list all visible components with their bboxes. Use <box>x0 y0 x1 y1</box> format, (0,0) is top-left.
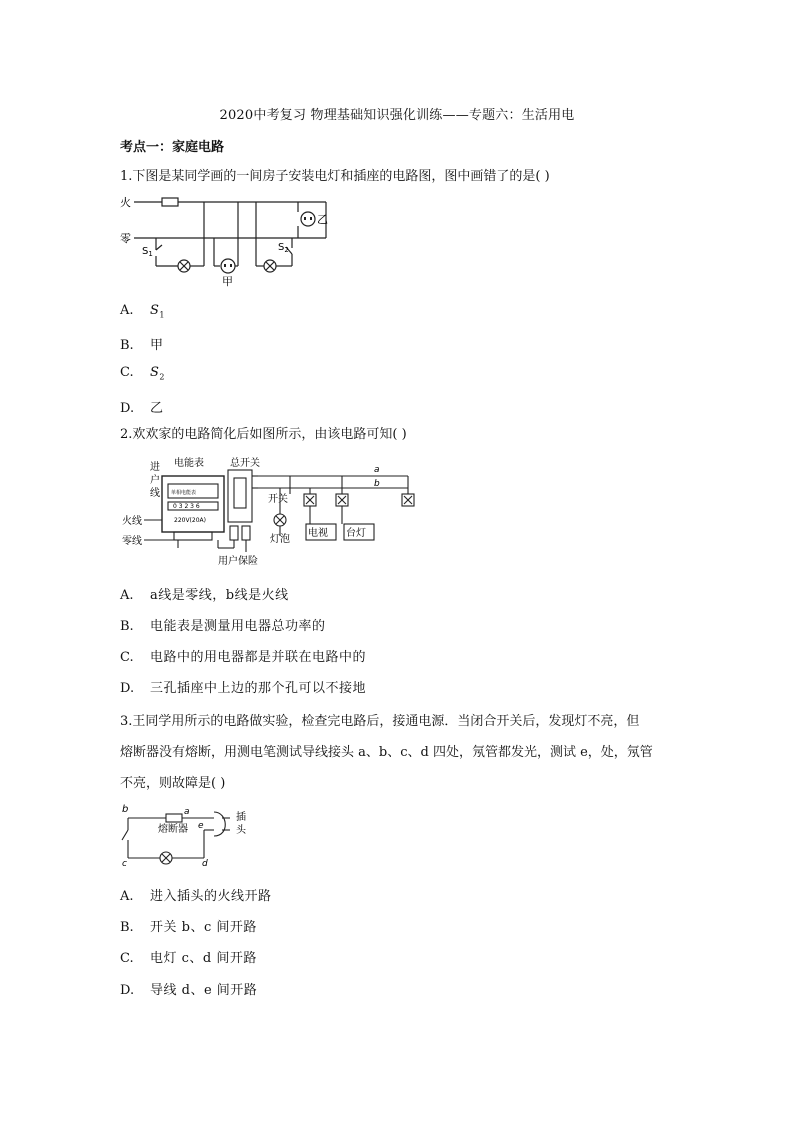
node-c-label: c <box>122 859 127 869</box>
jia-label: 甲 <box>222 275 233 287</box>
node-a-label: a <box>184 807 190 817</box>
question-3-circuit-figure <box>118 800 278 870</box>
line-b-label: b <box>374 479 380 489</box>
fire-label: 火 <box>120 196 131 209</box>
node-b-label: b <box>122 804 129 815</box>
s1-label: $S_1$ <box>142 246 153 258</box>
s2-label: $S_2$ <box>278 242 289 254</box>
yi-label: 乙 <box>317 213 328 226</box>
page-title: 2020中考复习 物理基础知识强化训练——专题六：生活用电 <box>219 108 575 123</box>
inlet-label-2: 户 <box>150 475 160 486</box>
q2-option-b[interactable]: B. 电能表是测量用电器总功率的 <box>120 619 326 634</box>
q3-stem-line-2: 熔断器没有熔断，用测电笔测试导线接头 a、b、c、d 四处，氖管都发光，测试 e，处，氖管 <box>120 745 653 760</box>
q3-option-b[interactable]: B. 开关 b、c 间开路 <box>120 920 257 935</box>
switch-label: 开关 <box>268 494 288 505</box>
node-d-label: d <box>202 859 208 869</box>
fuse-label: 熔断器 <box>158 824 188 835</box>
question-2-stem: 2.欢欢家的电路简化后如图所示，由该电路可知( ) <box>120 427 407 442</box>
question-3-stem <box>120 706 680 799</box>
q3-option-a[interactable]: A. 进入插头的火线开路 <box>120 889 272 904</box>
bulb-label: 灯泡 <box>270 534 290 545</box>
inlet-label-3: 线 <box>150 488 160 499</box>
q2-option-a[interactable]: A. a线是零线，b线是火线 <box>120 588 289 603</box>
node-e-label: e <box>198 821 204 831</box>
q1-option-c[interactable]: C. $S_2$ <box>120 365 165 382</box>
meter-top-text: 单相电能表 <box>171 490 197 496</box>
q1-option-a[interactable]: A. $S_1$ <box>120 303 165 320</box>
desk-lamp-label: 台灯 <box>346 528 366 539</box>
tv-label: 电视 <box>308 528 328 539</box>
q1-option-b[interactable]: B. 甲 <box>120 338 164 353</box>
fire-line-label: 火线 <box>122 516 142 527</box>
question-1-stem: 1.下图是某同学画的一间房子安装电灯和插座的电路图，图中画错了的是( ) <box>120 169 550 184</box>
q3-stem-line-1: 3.王同学用所示的电路做实验，检查完电路后，接通电源．当闭合开关后，发现灯不亮，但 <box>120 714 640 729</box>
q3-option-c[interactable]: C. 电灯 c、d 间开路 <box>120 951 257 966</box>
line-a-label: a <box>374 465 380 475</box>
meter-label: 电能表 <box>174 458 204 469</box>
q2-option-d[interactable]: D. 三孔插座中上边的那个孔可以不接地 <box>120 681 367 696</box>
q3-option-d[interactable]: D. 导线 d、e 间开路 <box>120 983 258 998</box>
meter-rating: 220V(20A) <box>174 517 206 524</box>
neutral-line-label: 零线 <box>122 536 142 547</box>
q1-option-d[interactable]: D. 乙 <box>120 401 164 416</box>
section-heading: 考点一：家庭电路 <box>120 140 225 155</box>
question-1-circuit-figure <box>118 192 338 287</box>
plug-label-2: 头 <box>236 825 246 836</box>
question-2-circuit-figure <box>118 456 428 568</box>
main-switch-label: 总开关 <box>230 458 260 469</box>
q2-option-c[interactable]: C. 电路中的用电器都是并联在电路中的 <box>120 650 367 665</box>
inlet-label-1: 进 <box>150 462 160 473</box>
meter-reading: 0 3 2 3 6 <box>173 503 200 510</box>
neutral-label: 零 <box>120 232 131 245</box>
fuse-label: 用户保险 <box>218 556 258 567</box>
q3-stem-line-3: 不亮，则故障是( ) <box>120 776 226 791</box>
plug-label-1: 插 <box>236 812 246 823</box>
